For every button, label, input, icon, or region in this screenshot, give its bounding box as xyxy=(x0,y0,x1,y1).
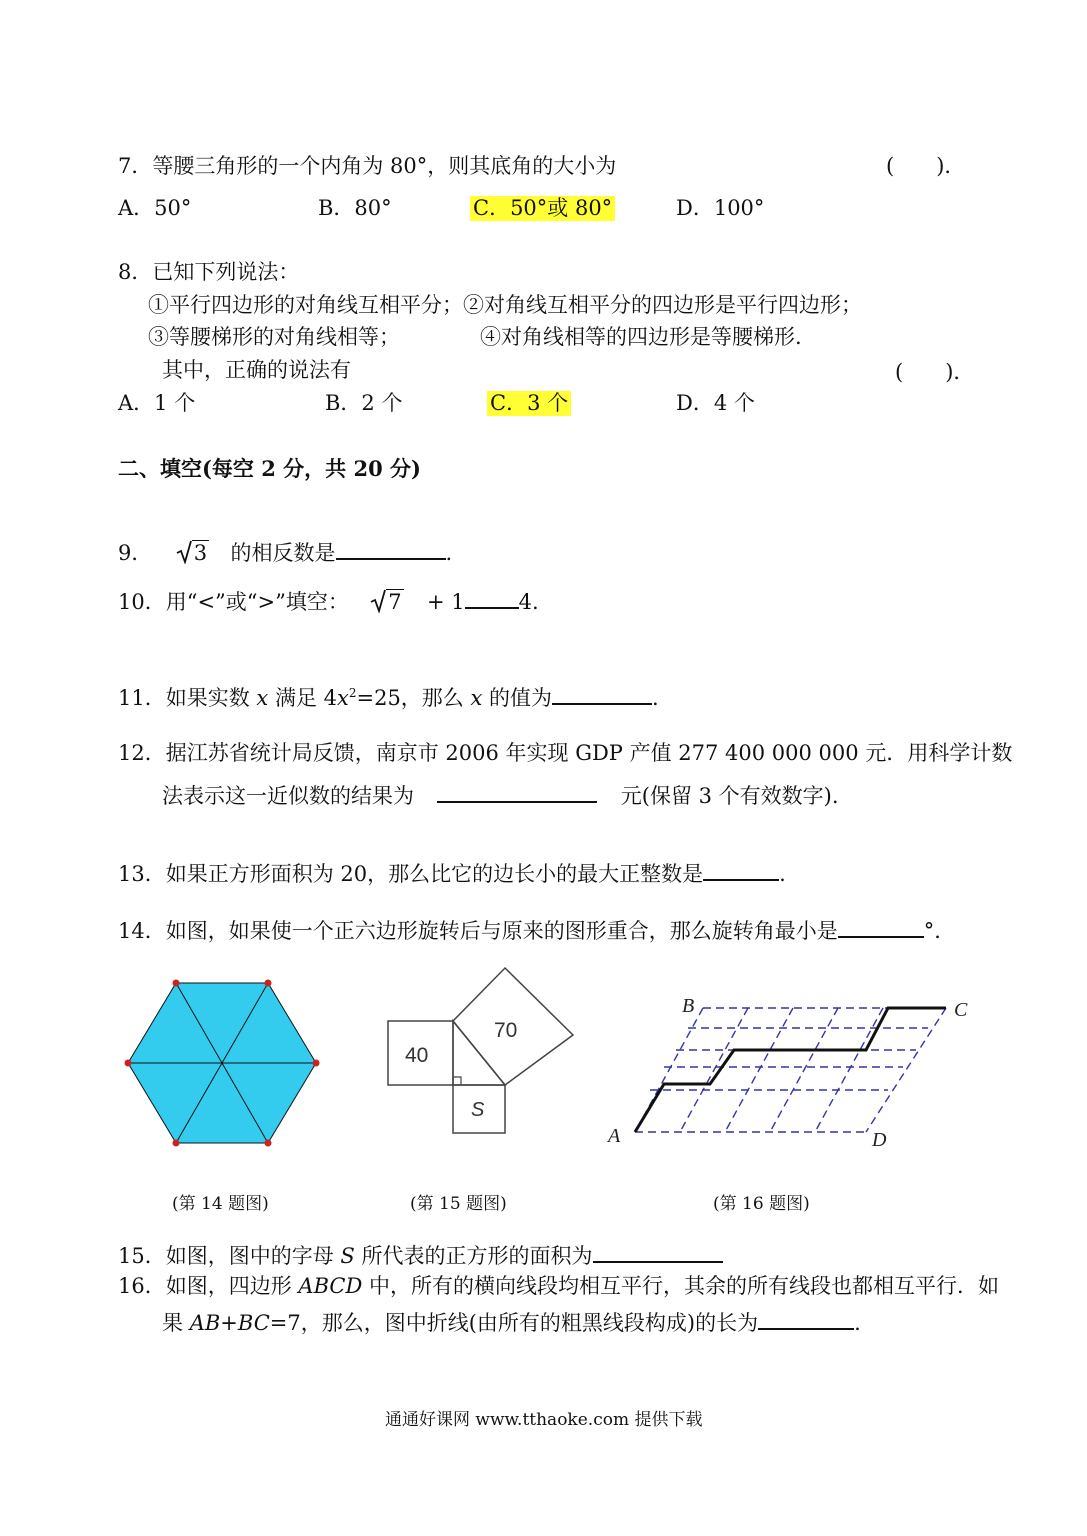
fig15-label-70: 70 xyxy=(494,1019,518,1042)
q14 xyxy=(118,918,955,942)
q7-option-a: A．50° xyxy=(118,196,192,220)
q11-mid3: 的值为 xyxy=(489,686,553,710)
q16-line-1b: 中，所有的横向线段均相互平行，其余的所有线段也都相互平行．如 xyxy=(369,1274,1000,1298)
q11 xyxy=(118,685,659,709)
q9-text: 的相反数是 xyxy=(230,541,336,565)
q8-option-c: C．3 个 xyxy=(487,391,571,416)
q7-stem: 7．等腰三角形的一个内角为 80°，则其底角的大小为 xyxy=(118,154,617,178)
q13-end: . xyxy=(779,862,786,886)
q8-statement-1-2: ①平行四边形的对角线互相平分；②对角线互相平分的四边形是平行四边形； xyxy=(148,293,862,317)
q11-mid2: =25，那么 xyxy=(356,686,464,710)
section-heading: 二、填空(每空 2 分，共 20 分) xyxy=(118,456,421,481)
q10-text: 10．用“<”或“>”填空： xyxy=(118,590,349,614)
q10-plus-one: + 1 xyxy=(426,590,465,614)
q9 xyxy=(118,540,452,564)
fig16-label-d: D xyxy=(872,1129,887,1150)
q13 xyxy=(118,861,786,885)
q8-statement-4: ④对角线相等的四边形是等腰梯形. xyxy=(480,325,802,349)
q8-option-a: A．1 个 xyxy=(118,391,196,415)
q9-end: . xyxy=(445,541,453,565)
q15-pre: 15．如图，图中的字母 xyxy=(118,1244,334,1268)
q7-option-d: D．100° xyxy=(676,196,765,220)
q13-text: 13．如果正方形面积为 20，那么比它的边长小的最大正整数是 xyxy=(118,862,704,886)
q16-var-ab-bc: AB+BC xyxy=(189,1311,270,1335)
q12-line-2b: 元(保留 3 个有效数字). xyxy=(620,784,839,808)
sqrt-sign-icon xyxy=(176,540,192,564)
q15-var-s: S xyxy=(340,1244,355,1268)
q7-option-c: C．50°或 80° xyxy=(470,196,615,221)
q8-stem: 8．已知下列说法： xyxy=(118,260,300,284)
q11-var-x3: x xyxy=(470,686,483,710)
q16-line-2 xyxy=(162,1310,861,1334)
q9-answer-blank xyxy=(336,540,446,560)
figure-15-squares xyxy=(385,965,585,1140)
q7-option-b: B．80° xyxy=(318,196,392,220)
q11-answer-blank xyxy=(552,685,652,705)
q8-option-b: B．2 个 xyxy=(325,391,403,415)
q7-answer-paren: ( )． xyxy=(886,154,966,178)
q16-line-2a: 果 xyxy=(162,1311,183,1335)
figure-14-hexagon xyxy=(120,975,325,1153)
q14-end: °． xyxy=(923,919,956,943)
q11-pre: 11．如果实数 xyxy=(118,686,250,710)
q15 xyxy=(118,1243,723,1267)
q11-var-x: x xyxy=(256,686,269,710)
sqrt-sign-icon xyxy=(370,589,386,613)
page-footer: 通通好课网 www.tthaoke.com 提供下载 xyxy=(385,1410,703,1430)
q16-var-abcd: ABCD xyxy=(298,1274,363,1298)
q16-answer-blank xyxy=(758,1310,854,1330)
q13-answer-blank xyxy=(703,861,779,881)
q10-radicand: 7 xyxy=(388,590,402,614)
caption-fig-15: (第 15 题图) xyxy=(410,1194,507,1214)
q12-answer-blank xyxy=(437,783,597,803)
q15-answer-blank xyxy=(593,1243,723,1263)
q8-prompt: 其中，正确的说法有 xyxy=(162,358,351,382)
q16-line-2b: =7，那么，图中折线(由所有的粗黑线段构成)的长为 xyxy=(269,1311,759,1335)
caption-fig-14: (第 14 题图) xyxy=(172,1194,269,1214)
fig15-label-40: 40 xyxy=(405,1044,429,1067)
q10-end: 4. xyxy=(518,590,539,614)
fig16-label-c: C xyxy=(954,999,968,1021)
q15-post: 所代表的正方形的面积为 xyxy=(361,1244,593,1268)
q11-end: . xyxy=(652,686,659,710)
q16-line-1a: 16．如图，四边形 xyxy=(118,1274,292,1298)
q8-statement-3: ③等腰梯形的对角线相等； xyxy=(148,325,400,349)
q8-option-d: D．4 个 xyxy=(676,391,755,415)
q12-line-2a: 法表示这一近似数的结果为 xyxy=(162,784,414,808)
q10-answer-blank xyxy=(465,589,519,609)
q14-answer-blank xyxy=(838,918,924,938)
q16-line-1 xyxy=(118,1276,999,1297)
q9-radicand: 3 xyxy=(193,541,208,565)
caption-fig-16: (第 16 题图) xyxy=(713,1194,810,1214)
q10 xyxy=(118,589,539,613)
q8-answer-paren: ( )． xyxy=(895,360,975,384)
q9-number: 9． xyxy=(118,541,153,565)
fig16-label-a: A xyxy=(608,1125,621,1147)
q11-exponent: 2 xyxy=(348,686,357,700)
figure-16-parallelogram xyxy=(598,990,976,1150)
q14-text: 14．如图，如果使一个正六边形旋转后与原来的图形重合，那么旋转角最小是 xyxy=(118,919,838,943)
q12-line-1: 12．据江苏省统计局反馈，南京市 2006 年实现 GDP 产值 277 400 000 000 元．用科学计数 xyxy=(118,741,1013,765)
fig15-label-s: S xyxy=(471,1099,485,1121)
q11-mid1: 满足 4 xyxy=(274,686,337,710)
q16-end: . xyxy=(854,1311,861,1335)
fig16-label-b: B xyxy=(682,995,695,1017)
q12-line-2 xyxy=(162,783,839,807)
q11-var-x2: x xyxy=(337,686,349,710)
